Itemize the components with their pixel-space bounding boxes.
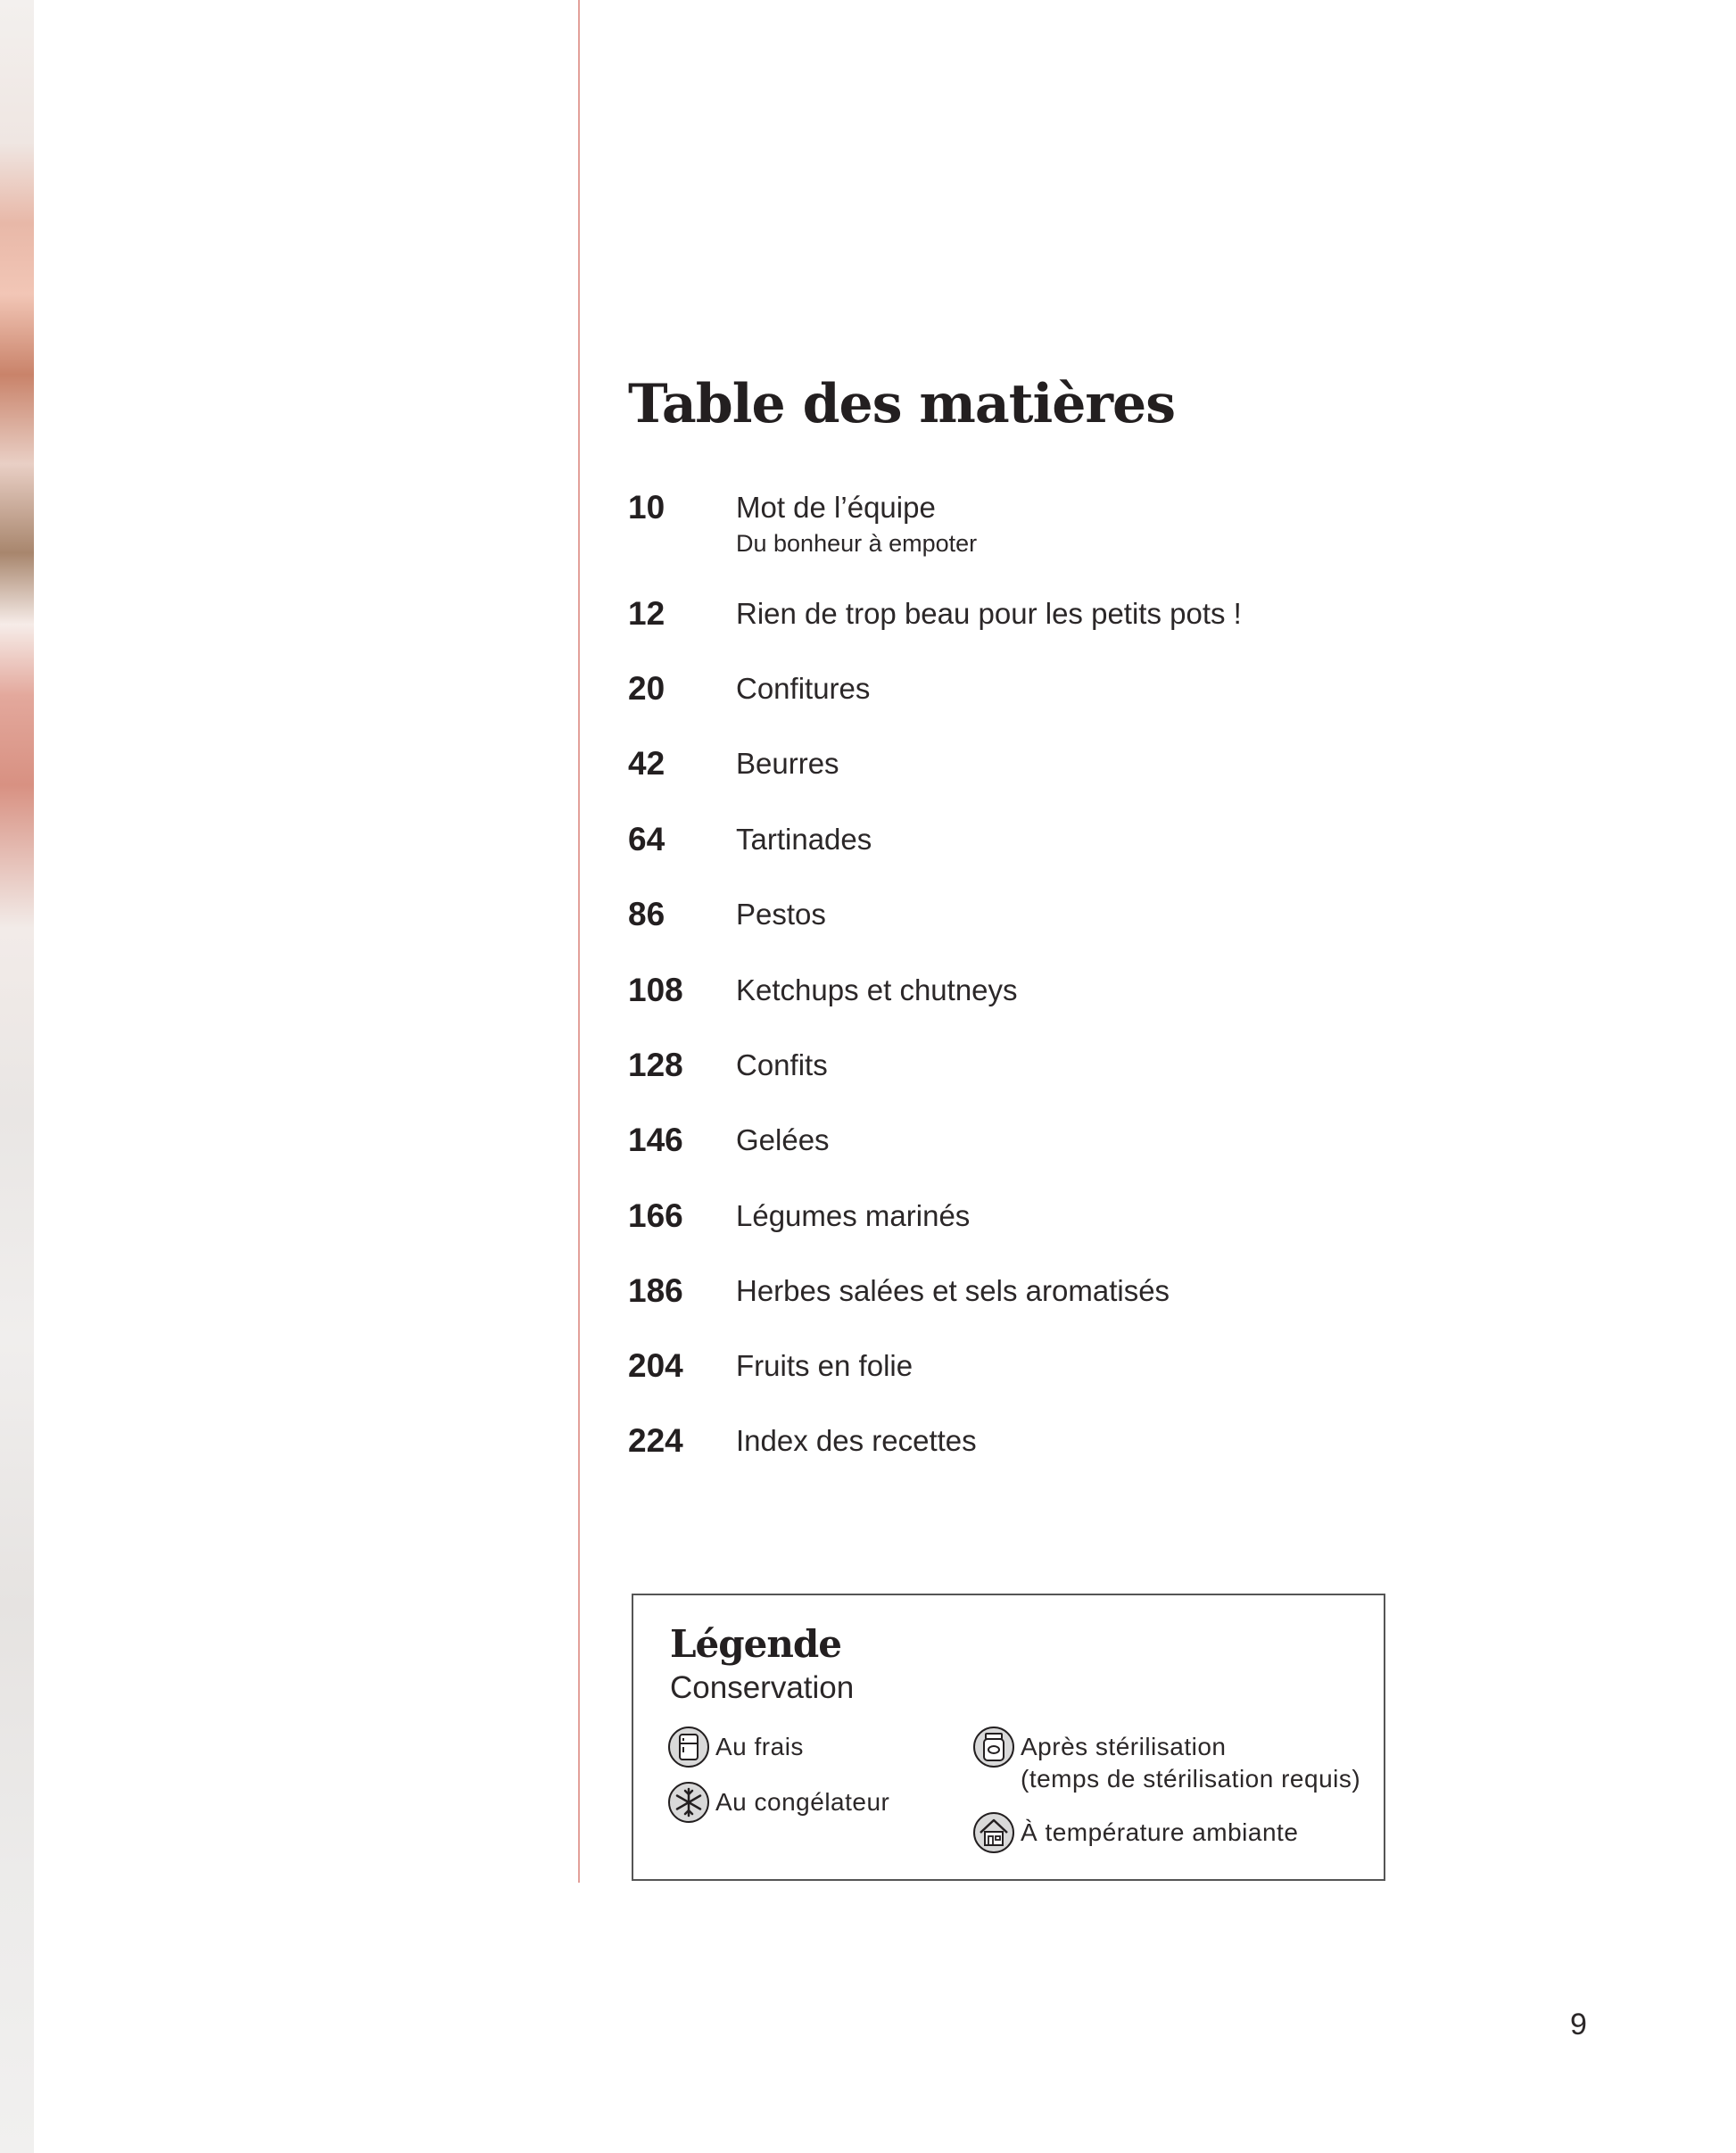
jar-icon xyxy=(972,1726,1015,1768)
legend-subtitle: Conservation xyxy=(670,1670,855,1705)
toc-item[interactable] xyxy=(628,896,1520,967)
toc-label: Gelées xyxy=(736,1123,830,1156)
legend-label: Au congélateur xyxy=(715,1788,890,1816)
toc-page-number: 186 xyxy=(628,1272,683,1309)
toc-page-number: 20 xyxy=(628,670,665,707)
toc-page-number: 86 xyxy=(628,896,665,932)
toc-label: Confits xyxy=(736,1048,828,1081)
toc-page-number: 166 xyxy=(628,1197,683,1234)
toc-label: Ketchups et chutneys xyxy=(736,973,1018,1006)
toc-page-number: 12 xyxy=(628,595,665,632)
toc-label: Herbes salées et sels aromatisés xyxy=(736,1274,1170,1307)
toc-label: Beurres xyxy=(736,747,839,780)
toc-page-number: 42 xyxy=(628,745,665,782)
page-title: Table des matières xyxy=(628,373,1175,435)
toc-page-number: 64 xyxy=(628,821,665,857)
fridge-icon xyxy=(667,1726,710,1768)
vertical-divider xyxy=(578,0,580,1883)
legend-note: (temps de stérilisation requis) xyxy=(1021,1765,1361,1793)
legend-label: Au frais xyxy=(715,1733,804,1760)
toc-item[interactable] xyxy=(628,1272,1520,1344)
toc-item[interactable] xyxy=(628,1122,1520,1193)
toc-label: Mot de l’équipe xyxy=(736,491,936,524)
toc-page-number: 108 xyxy=(628,972,683,1008)
toc-item[interactable] xyxy=(628,972,1520,1043)
page-number: 9 xyxy=(1570,2008,1587,2041)
toc-item[interactable] xyxy=(628,595,1520,667)
toc-page-number: 224 xyxy=(628,1422,683,1459)
legend-title: Légende xyxy=(670,1622,841,1666)
toc-label: Pestos xyxy=(736,898,826,931)
toc-item[interactable] xyxy=(628,1347,1520,1419)
legend-label: Après stérilisation xyxy=(1021,1733,1227,1760)
toc-label: Légumes marinés xyxy=(736,1199,971,1232)
toc-item[interactable] xyxy=(628,670,1520,741)
snowflake-icon xyxy=(667,1781,710,1824)
toc-item[interactable] xyxy=(628,1047,1520,1118)
toc-subtitle: Du bonheur à empoter xyxy=(736,530,978,557)
toc-label: Confitures xyxy=(736,672,871,705)
toc-item[interactable] xyxy=(628,745,1520,816)
toc-item[interactable] xyxy=(628,1197,1520,1269)
toc-label: Index des recettes xyxy=(736,1424,977,1457)
toc-item[interactable] xyxy=(628,821,1520,892)
cover-photo-edge xyxy=(0,0,34,2153)
legend-box xyxy=(632,1594,1385,1881)
toc-page-number: 204 xyxy=(628,1347,683,1384)
toc-label: Fruits en folie xyxy=(736,1349,913,1382)
toc-page-number: 128 xyxy=(628,1047,683,1083)
house-icon xyxy=(972,1811,1015,1854)
toc-label: Rien de trop beau pour les petits pots ! xyxy=(736,597,1242,630)
toc-page-number: 10 xyxy=(628,489,665,526)
toc-page-number: 146 xyxy=(628,1122,683,1158)
toc-item[interactable] xyxy=(628,1422,1520,1494)
legend-label: À température ambiante xyxy=(1021,1818,1299,1846)
toc-label: Tartinades xyxy=(736,823,872,856)
toc-item[interactable] xyxy=(628,489,1520,560)
